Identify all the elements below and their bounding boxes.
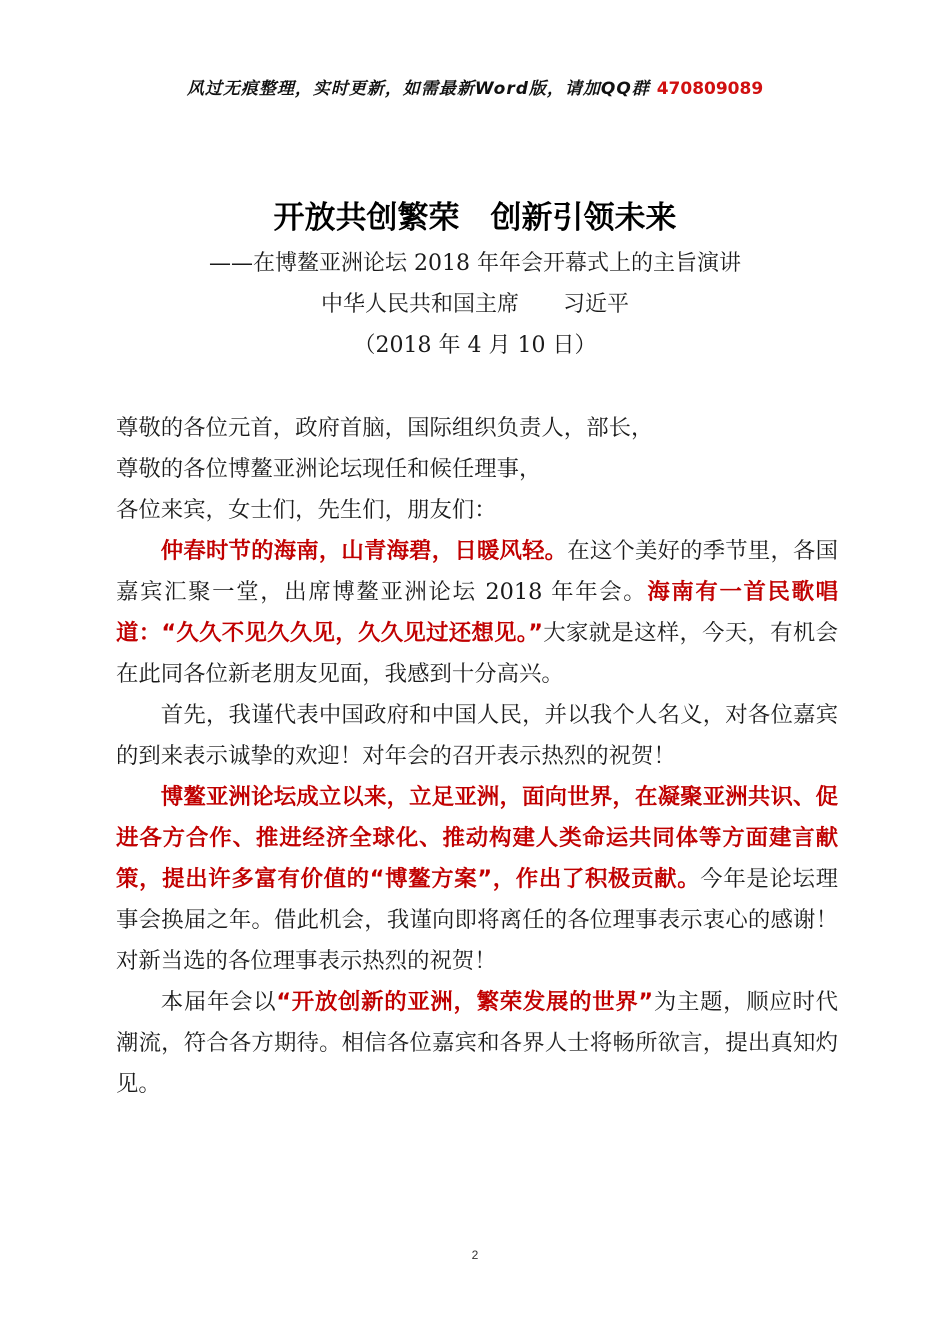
qq-group-number: 470809089 bbox=[656, 79, 764, 99]
paragraph-3-text: 今年是论坛理事会换届之年。借此机会，我谨向即将离任的各位理事表示衷心的感谢！对新当选的各位理事表示热烈的祝贺！ bbox=[116, 866, 839, 974]
paragraph-3 bbox=[116, 777, 838, 982]
paragraph-1-text-2: 大家就是这样，今天，有机会在此同各位新老朋友见面，我感到十分高兴。 bbox=[116, 620, 839, 687]
salutation-line-1: 尊敬的各位元首，政府首脑，国际组织负责人，部长， bbox=[116, 415, 654, 441]
emphasis-theme: “开放创新的亚洲，繁荣发展的世界” bbox=[276, 989, 654, 1015]
salutation-line-2: 尊敬的各位博鳌亚洲论坛现任和候任理事， bbox=[116, 456, 542, 482]
document-date: （2018 年 4 月 10 日） bbox=[353, 333, 597, 358]
paragraph-4 bbox=[116, 982, 838, 1105]
emphasis-folk-song: 海南有一首民歌唱道：“久久不见久久见，久久见过还想见。” bbox=[116, 579, 839, 646]
emphasis-spring-hainan: 仲春时节的海南，山青海碧，日暖风轻。 bbox=[160, 538, 568, 564]
header-note bbox=[0, 74, 950, 99]
paragraph-1-text-1: 在这个美好的季节里，各国嘉宾汇聚一堂，出席博鳌亚洲论坛 2018 年年会。 bbox=[116, 538, 839, 605]
paragraph-1 bbox=[116, 531, 838, 695]
speech-body bbox=[116, 408, 838, 1105]
document-subtitle: ——在博鳌亚洲论坛 2018 年年会开幕式上的主旨演讲 bbox=[209, 251, 741, 276]
salutation-line-3: 各位来宾，女士们，先生们，朋友们： bbox=[116, 497, 497, 523]
emphasis-boao-contribution: 博鳌亚洲论坛成立以来，立足亚洲，面向世界，在凝聚亚洲共识、促进各方合作、推进经济全球化、推动构建人类命运共同体等方面建言献策，提出许多富有价值的“博鳌方案”，作出了积极贡献。 bbox=[116, 784, 838, 892]
paragraph-2: 首先，我谨代表中国政府和中国人民，并以我个人名义，对各位嘉宾的到来表示诚挚的欢迎！对年会的召开表示热烈的祝贺！ bbox=[116, 702, 838, 769]
page-number: 2 bbox=[471, 1248, 479, 1262]
paragraph-4-text-1: 本届年会以 bbox=[160, 989, 277, 1015]
document-title: 开放共创繁荣 创新引领未来 bbox=[273, 200, 677, 236]
header-note-text: 风过无痕整理，实时更新，如需最新Word版，请加QQ群 bbox=[186, 79, 657, 99]
paragraph-4-text-2: 为主题，顺应时代潮流，符合各方期待。相信各位嘉宾和各界人士将畅所欲言，提出真知灼见。 bbox=[116, 989, 839, 1097]
document-author: 中华人民共和国主席 习近平 bbox=[320, 292, 629, 317]
